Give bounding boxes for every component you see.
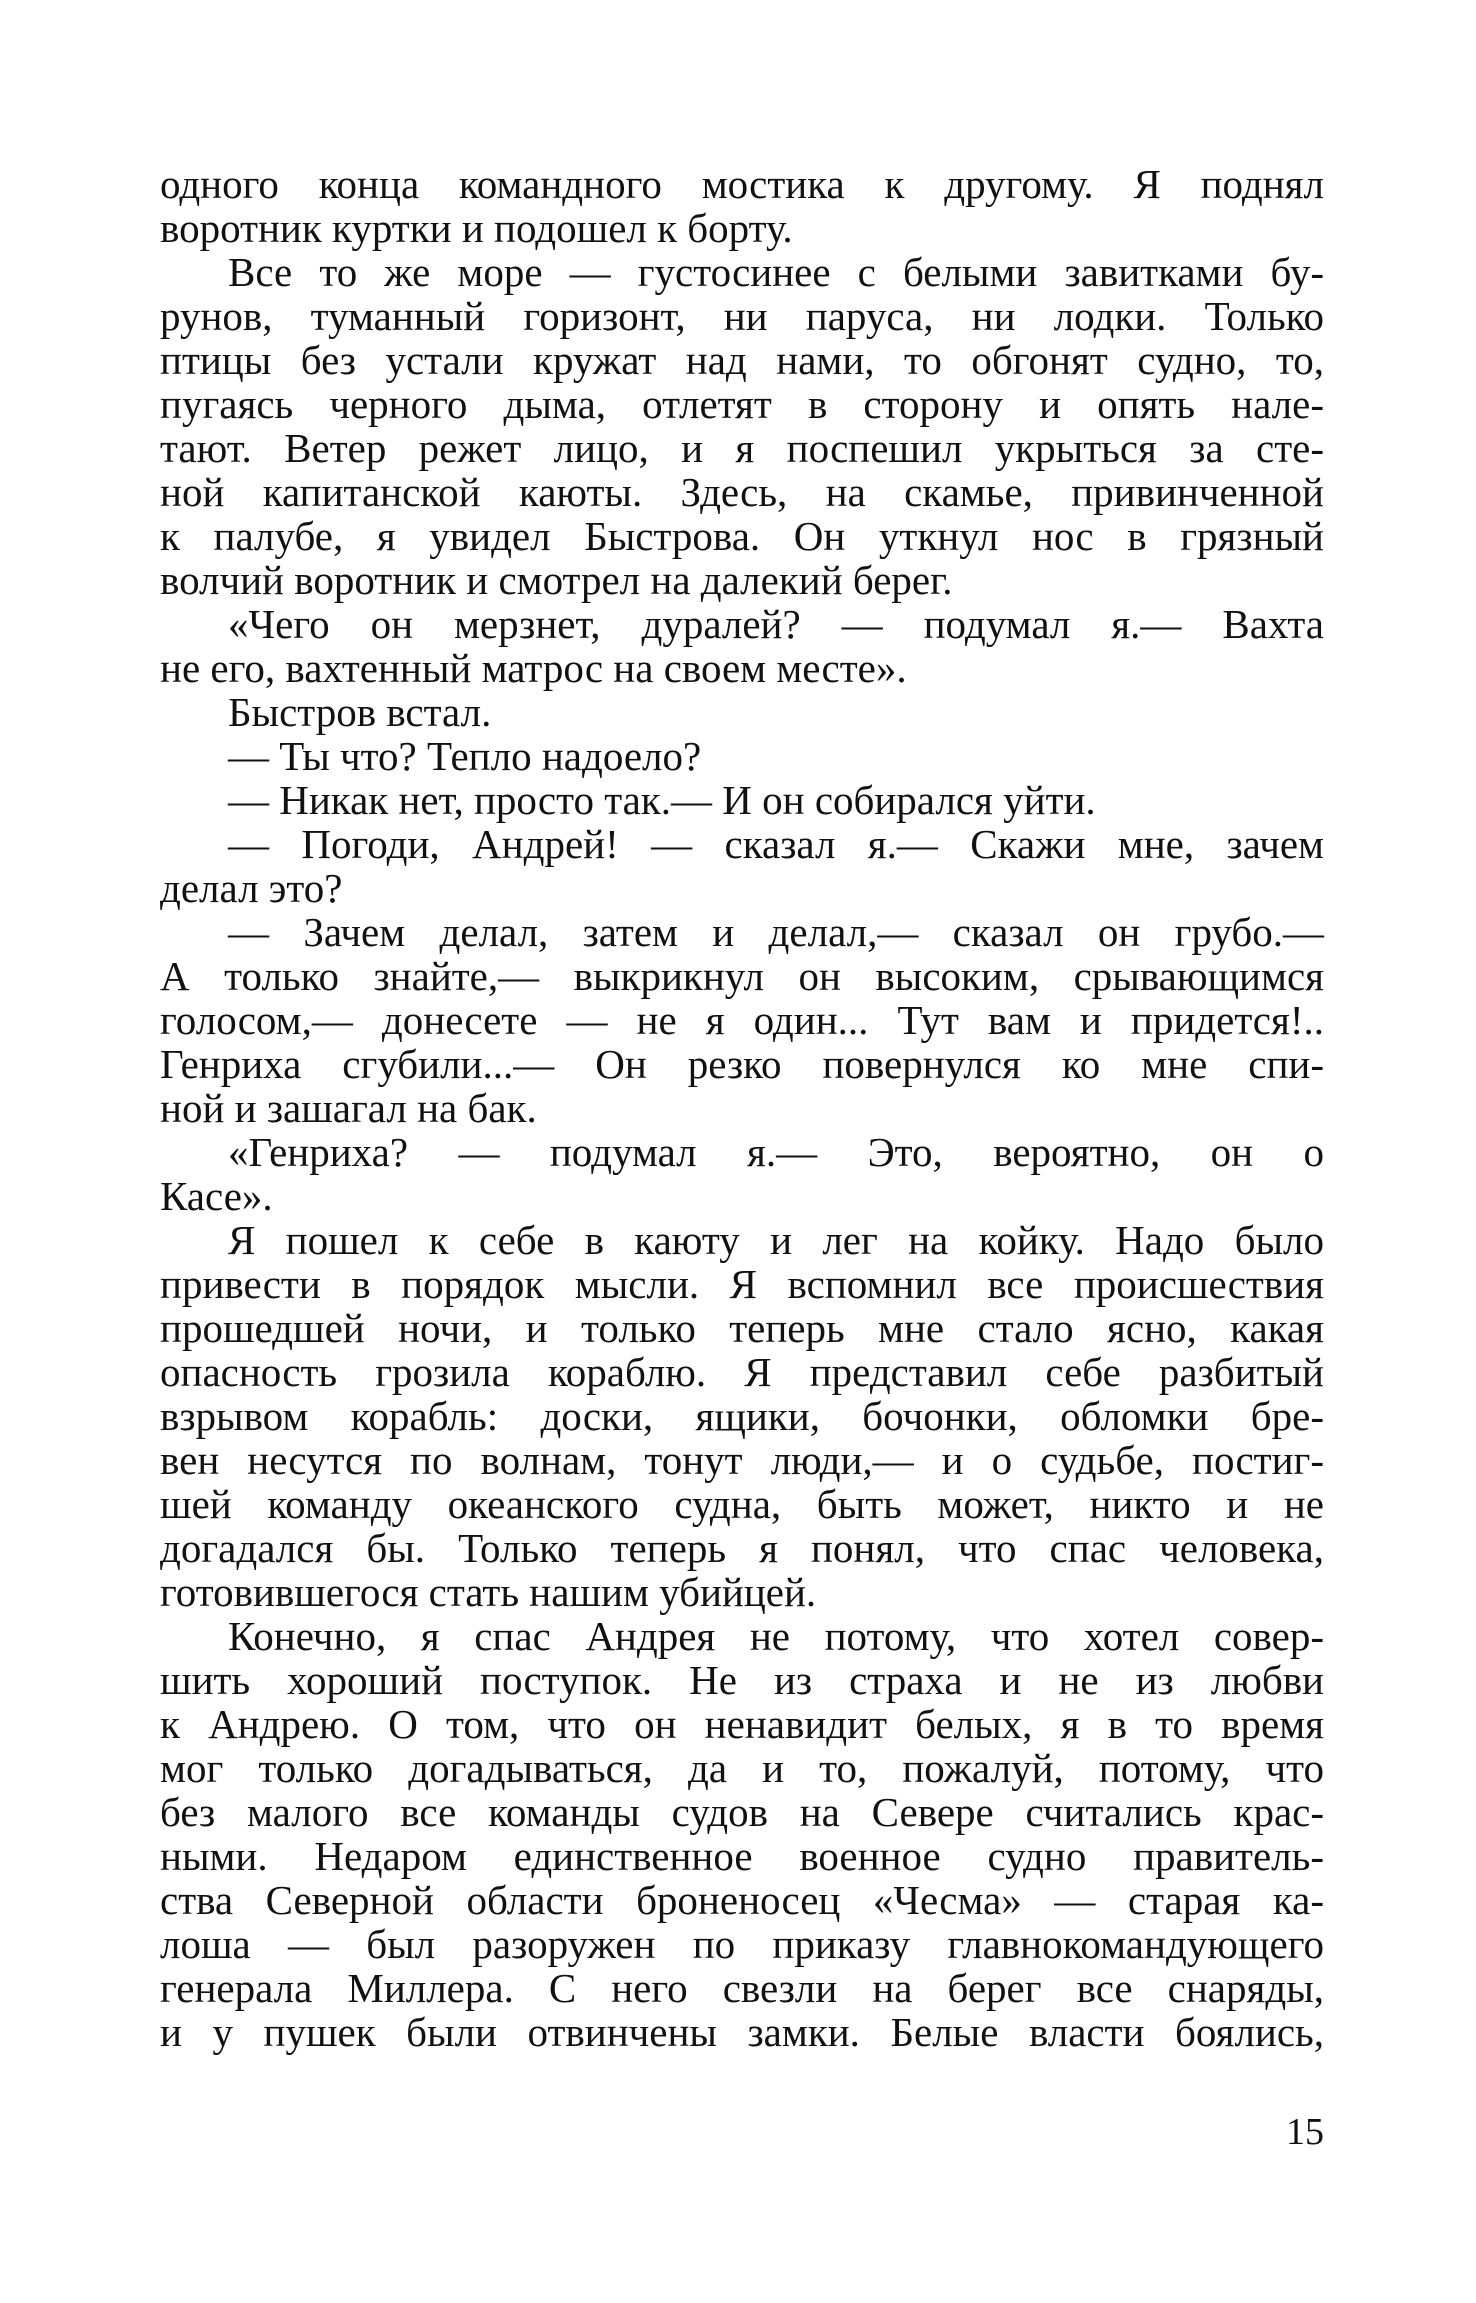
text-line: к Андрею. О том, что он ненавидит белых, я в то время	[160, 1701, 1324, 1747]
text-line: ства Северной области броненосец «Чесма» — старая ка-	[160, 1877, 1324, 1923]
text-line: привести в порядок мысли. Я вспомнил все происшествия	[160, 1261, 1324, 1307]
text-line: шить хороший поступок. Не из страха и не из любви	[160, 1657, 1324, 1703]
text-line: Все то же море — густосинее с белыми завитками бу-	[228, 249, 1324, 295]
text-line: мог только догадываться, да и то, пожалуй, потому, что	[160, 1745, 1324, 1791]
text-line: Я пошел к себе в каюту и лег на койку. Надо было	[228, 1217, 1324, 1263]
text-line: и у пушек были отвинчены замки. Белые власти боялись,	[160, 2009, 1324, 2055]
text-line: тают. Ветер режет лицо, и я поспешил укрыться за сте-	[160, 425, 1324, 471]
text-line: голосом,— донесете — не я один... Тут вам и придется!..	[160, 997, 1324, 1043]
paragraph	[160, 778, 1324, 822]
text-line: ными. Недаром единственное военное судно правитель-	[160, 1833, 1324, 1879]
text-line: рунов, туманный горизонт, ни паруса, ни лодки. Только	[160, 293, 1324, 339]
text-line: Касе».	[160, 1173, 273, 1219]
text-line: шей команду океанского судна, быть может, никто и не	[160, 1481, 1324, 1527]
text-line: волчий воротник и смотрел на далекий берег.	[160, 557, 953, 603]
paragraph	[160, 1218, 1324, 1614]
text-line: Конечно, я спас Андрея не потому, что хотел совер-	[228, 1613, 1324, 1659]
paragraph	[160, 822, 1324, 910]
text-line: — Никак нет, просто так.— И он собирался уйти.	[228, 777, 1096, 823]
text-line: вен несутся по волнам, тонут люди,— и о судьбе, постиг-	[160, 1437, 1324, 1483]
paragraph	[160, 162, 1324, 250]
text-line: делал это?	[160, 865, 343, 911]
text-line: Быстров встал.	[228, 689, 492, 735]
page-number: 15	[1286, 2111, 1324, 2153]
text-line: — Погоди, Андрей! — сказал я.— Скажи мне, зачем	[228, 821, 1324, 867]
page-text	[160, 162, 1324, 2054]
text-line: лоша — был разоружен по приказу главнокомандующего	[160, 1921, 1324, 1967]
text-line: ной капитанской каюты. Здесь, на скамье, привинченной	[160, 469, 1324, 515]
paragraph	[160, 690, 1324, 734]
text-line: — Зачем делал, затем и делал,— сказал он грубо.—	[228, 909, 1324, 955]
paragraph	[160, 602, 1324, 690]
paragraph	[160, 250, 1324, 602]
paragraph	[160, 1614, 1324, 2054]
text-line: без малого все команды судов на Севере считались крас-	[160, 1789, 1324, 1835]
text-line: «Генриха? — подумал я.— Это, вероятно, он о	[228, 1129, 1324, 1175]
paragraph	[160, 910, 1324, 1130]
text-line: ной и зашагал на бак.	[160, 1085, 537, 1131]
text-line: догадался бы. Только теперь я понял, что спас человека,	[160, 1525, 1324, 1571]
text-line: готовившегося стать нашим убийцей.	[160, 1569, 817, 1615]
text-line: генерала Миллера. С него свезли на берег все снаряды,	[160, 1965, 1324, 2011]
text-line: птицы без устали кружат над нами, то обгонят судно, то,	[160, 337, 1324, 383]
text-line: пугаясь черного дыма, отлетят в сторону и опять нале-	[160, 381, 1324, 427]
text-line: к палубе, я увидел Быстрова. Он уткнул нос в грязный	[160, 513, 1324, 559]
text-line: не его, вахтенный матрос на своем месте».	[160, 645, 907, 691]
text-line: А только знайте,— выкрикнул он высоким, срывающимся	[160, 953, 1324, 999]
text-line: взрывом корабль: доски, ящики, бочонки, обломки бре-	[160, 1393, 1324, 1439]
text-line: Генриха сгубили...— Он резко повернулся ко мне спи-	[160, 1041, 1324, 1087]
text-line: «Чего он мерзнет, дуралей? — подумал я.— Вахта	[228, 601, 1324, 647]
text-line: опасность грозила кораблю. Я представил себе разбитый	[160, 1349, 1324, 1395]
text-line: воротник куртки и подошел к борту.	[160, 205, 793, 251]
text-line: одного конца командного мостика к другому. Я поднял	[160, 161, 1324, 207]
paragraph	[160, 1130, 1324, 1218]
text-line: прошедшей ночи, и только теперь мне стало ясно, какая	[160, 1305, 1324, 1351]
paragraph	[160, 734, 1324, 778]
text-line: — Ты что? Тепло надоело?	[228, 733, 702, 779]
